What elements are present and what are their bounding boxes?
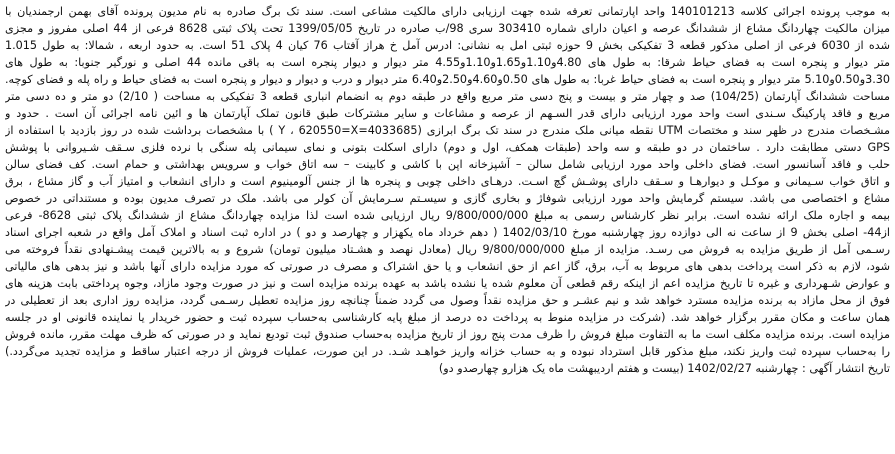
notice-line-9: GPS دستی مطابقت دارد . ساختمان در دو طبقه و سه واحد (طبقات همکف، اول و دوم) دارای اسکلت بتونی و نمای سیمانی پله سنگی با نرده فلزی سـقف شـیروانی با پوشش (5, 141, 890, 154)
notice-line-20: مزایده است. برنده مزایده مکلف است ما به التفاوت مبلغ فروش را ظرف مدت پنج روز از تاریخ مزایده به‌حساب صندوق ثبت تودیع نماید و در صورتی که ظرف مهلت مقرر، مانده فروش (5, 328, 890, 341)
notice-line-4: متر دیوار و پنجره است به فضای حیاط شرقا: به طول های 4.80و1.10و1.65و1.10و4.55 متر دیوار و دیوار پنجره است به باقی مانده 44 اصلی و نورگیر جنوبا: به طول های (5, 56, 890, 69)
notice-line-14: از44- اصلی بخش 9 از ساعت نه الی دوازده روز چهارشنبه مورخ 1402/03/10 ( دهم خرداد ماه یکهزار و چهارصد و دو ) در اداره ثبت اسناد و املاک آمل واقع در شعبه اجرای اسناد (5, 226, 890, 239)
notice-line-10: حلب و فاقد آسانسور است. فضای داخلی واحد مورد ارزیابی شامل سالن – آشپزخانه اپن با کاشی و کابینت – سه اتاق خواب و سرویس بهداشتی و حمام است. کف فضای سالن (5, 158, 890, 171)
auction-notice-document (5, 3, 890, 448)
notice-line-21: را به‌حساب سپرده ثبت واریز نکند، مبلغ مذکور قابل استرداد نبوده و به حساب خزانه واریز خواهـد شـد. در این صورت، عملیات فروش از درجه اعتبار ساقط و مزایده تجدید می‌گردد.) (5, 345, 890, 358)
notice-line-11: و اتاق خواب سـیمانی و موکـل و دیوارهـا و سـقف دارای پوشـش گچ اسـت. درهـای داخلی چوبی و پنجره ها از جنس آلومینیوم است و دارای انشعاب و امتیاز آب و گاز مشاع ، برق (5, 175, 890, 188)
notice-line-8: مشـخصات مندرج در ظهر سند و مختصات UTM نقطه میانی ملک مندرج در سند تک برگ ابرازی (4033685=Y ، 620550=X ) با مشخصات برداشت شده در روز بازدید با استفاده از (5, 124, 890, 137)
notice-line-3: شده از 6030 فرعی از اصلی مذکور قطعه 3 تفکیکی بخش 9 حوزه ثبتی امل به نشانی: ادرس آمل خ هراز آفتاب 76 کیان 4 پلاک 51 است. به حدود اربعه ، شمالا: به طول 1.015 (5, 39, 890, 52)
publication-date-line: تاریخ انتشار آگهی : چهارشنبه 1402/02/27 (بیست و هفتم اردیبهشت ماه یک هزارو چهارصدو دو) (438, 362, 890, 375)
notice-line-1: به موجب پرونده اجرائی کلاسه 140101213 واحد اپارتمانی تعرفه شده جهت ارزیابی دارای مالکیت مشاعی است. سند تک برگ صادره به نام مدیون پرونده آقای بهمن ارجمندیان با (5, 5, 890, 18)
notice-line-13: بیمه و اجاره ملک ارائه نشده است. برابر نظر کارشناس رسمی به مبلغ 9/800/000/000 ریال ارزیابی شده است لذا مزایده چهاردانگ مشاع از ششدانگ پلاک ثبتی 8628- فرعی (5, 209, 890, 222)
notice-line-6: مساحت ششدانگ آپارتمان (104/25) صد و چهار متر و بیست و پنج دسی متر مربع واقع در طبقه دوم به انضمام انباری قطعه 3 تفکیکی به مساحت ( 2/10) دو متر و ده دسی متر (5, 90, 890, 103)
notice-line-5: 3.30و0.50و5.10 متر دیوار و پنجره است به فضای حیاط غربا: به طول های 0.50و4.60و2.50و6.40 متر دیوار و درب و دیوار و دیوار و پنجره است به فضای حیاط و راه پله و فضای کوچه. (5, 73, 890, 86)
notice-line-16: شود، لازم به ذکر است پرداخت بدهی های مربوط به آب، برق، گاز اعم از حق انشعاب و یا حق اشتراک و مصرف در صورتی که مورد مزایده دارای آنها باشد و نیز بدهی های مالیاتی (5, 260, 890, 273)
notice-line-15: رسـمی آمل از طریق مزایده به فروش می رسـد. مزایده از مبلغ 9/800/000/000 ریال (معادل نهصد و هشـتاد میلیون تومان) شروع و به بالاترین قیمت پیشـنهادی نقداً فروخته می (5, 243, 890, 256)
notice-line-19: همان ساعت و مکان مقرر برگزار خواهد شد. (شرکت در مزایده منوط به پرداخت ده درصد از مبلغ پایه کارشناسی به‌حساب سپرده ثبت و حضور خریدار یا نماینده قانونی او در جلسه (5, 311, 890, 324)
notice-line-18: فوق از محل مازاد به برنده مزایده مسترد خواهد شد و نیم عشـر و حق مزایده نقداً وصول می گردد ضمناً چنانچه روز مزایده تعطیل رسـمی گردد، مزایده روز اداری بعد از تعطیلی در (5, 294, 890, 307)
notice-line-7: مربع و فاقد پارکینگ سـندی است واحد مورد ارزیابی دارای قدر السـهم از عرصه و مشاعات و سایر مشترکات طبق قانون تملک آپارتمان ها و ائین نامه اجرائی آن است . حدود و (5, 107, 890, 120)
notice-line-17: و عوارض شـهرداری و غیره تا تاریخ مزایده اعم از اینکه رقم قطعی آن معلوم شده یا نشده باشد به عهده برنده مزایده است و نیز در صورت وجود مازاد، وجوه پرداختی بابت هزینه های (5, 277, 890, 290)
notice-line-2: میزان مالکیت چهاردانگ مشاع از ششدانگ عرصه و اعیان دارای شماره 303410 سری 98/ب صادره در تاریخ 1399/05/05 تحت پلاک ثبتی 8628 فرعی از 44 اصلی مفروز و مجزی (5, 22, 890, 35)
notice-line-12: مشاع و اختصاصی می باشد. سیستم گرمایش واحد مورد ارزیابی شوفاژ و بخاری گازی و سیسـتم سـرمایش آن کولر می باشد. ملک در تصرف مدیون بوده و مستنداتی در خصوص (5, 192, 890, 205)
